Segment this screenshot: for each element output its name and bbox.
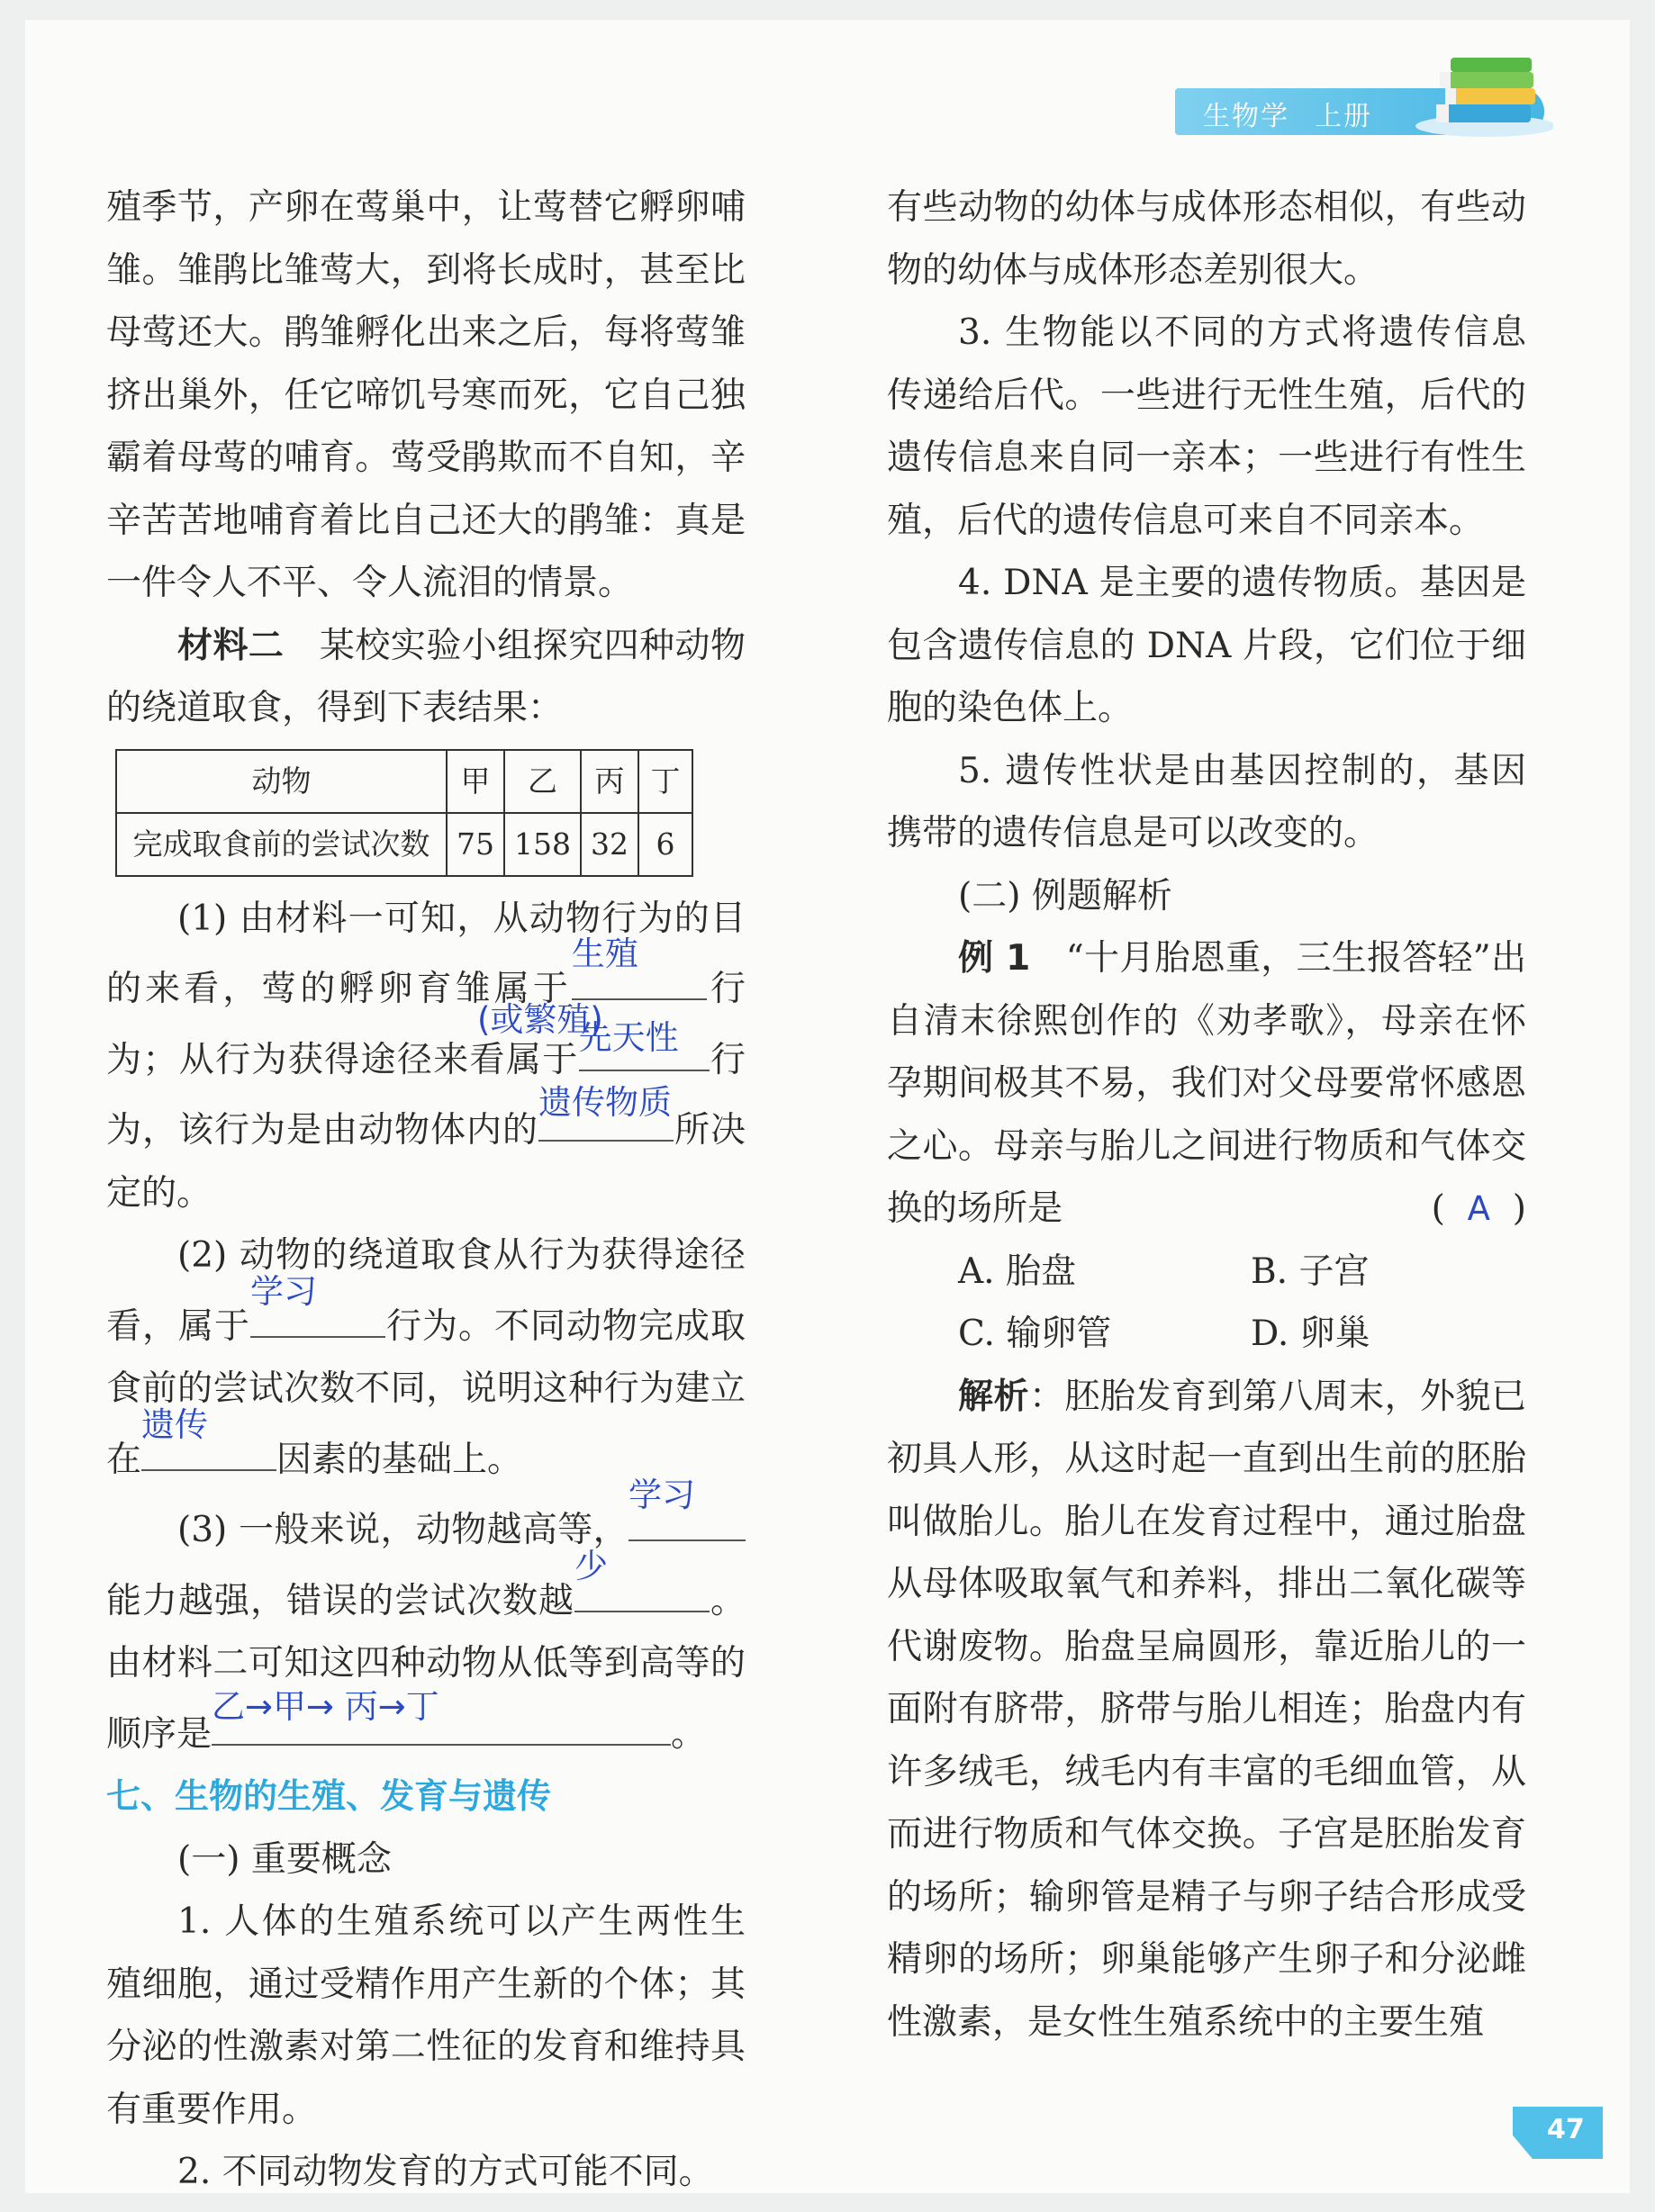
paren-open: (	[1431, 1188, 1445, 1229]
books-icon	[1400, 52, 1553, 142]
option-b: B. 子宫	[1251, 1250, 1370, 1292]
question-2	[106, 1224, 746, 1491]
question-1-text: 所决定的。	[106, 1110, 746, 1214]
concept-2-continued: 有些动物的幼体与成体形态相似，有些动物的幼体与成体形态差别很大。	[887, 187, 1526, 291]
concept-3: 3. 生物能以不同的方式将遗传信息传递给后代。一些进行无性生殖，后代的遗传信息来自同一亲本；一些进行有性生殖，后代的遗传信息可来自不同亲本。	[887, 312, 1526, 541]
left-column	[106, 176, 746, 2204]
question-1-text: 行为；从行为获得途径来看属于	[106, 969, 746, 1080]
answer-blank[interactable]	[250, 1271, 385, 1338]
table-cell: 158	[504, 813, 581, 876]
table-header-cell: 甲	[447, 750, 504, 813]
example-1	[887, 927, 1526, 1241]
section-title: 七、生物的生殖、发育与遗传	[106, 1776, 552, 1816]
table-header-cell: 丁	[638, 750, 692, 813]
answer-text: A	[1467, 1189, 1490, 1228]
answer-blank[interactable]	[141, 1404, 276, 1471]
table-cell: 32	[581, 813, 638, 876]
options-row	[887, 1303, 1526, 1366]
page-number: 47	[1547, 2114, 1585, 2145]
question-1-text: (1) 由材料一可知，从动物行为的目的来看，莺的孵卵育雏属于	[106, 898, 746, 1009]
header-title	[1203, 94, 1397, 133]
question-3-text: (3) 一般来说，动物越高等，	[177, 1510, 629, 1550]
analysis-label: 解析	[958, 1376, 1029, 1417]
subsection-title: (二) 例题解析	[958, 875, 1172, 916]
answer-blank[interactable]	[629, 1476, 746, 1541]
results-table	[115, 749, 693, 877]
table-cell: 6	[638, 813, 692, 876]
answer-blank[interactable]	[574, 1546, 710, 1612]
answer-blank[interactable]	[212, 1686, 671, 1746]
answer-text: 遗传	[141, 1404, 209, 1444]
material2-paragraph	[106, 615, 746, 740]
question-3-text: 能力越强，错误的尝试次数越	[106, 1580, 574, 1621]
table-cell: 完成取食前的尝试次数	[116, 813, 447, 876]
concept-2: 2. 不同动物发育的方式可能不同。	[177, 2152, 714, 2192]
table-cell: 75	[447, 813, 504, 876]
option-a: A. 胎盘	[958, 1250, 1076, 1292]
answer-text-secondary: (或繁殖)	[477, 1000, 603, 1039]
analysis-text: ：胚胎发育到第八周末，外貌已初具人形，从这时起一直到出生前的胚胎叫做胎儿。胎儿在发育过程中，通过胎盘从母体吸取氧气和养料，排出二氧化碳等代谢废物。胎盘呈扁圆形，靠近胎儿的一面附有脐带，脐带与胎儿相连；胎盘内有许多绒毛，绒毛内有丰富的毛细血管，从而进行物质和气体交换。子宫是胚胎发育的场所；输卵管是精子与卵子结合形成受精卵的场所；卵巢能够产生卵子和分泌雌性激素，是女性生殖系统中的主要生殖	[887, 1376, 1526, 2043]
table-row	[116, 750, 692, 813]
answer-text: 乙→甲→ 丙→丁	[212, 1686, 439, 1726]
left-paragraph-1: 殖季节，产卵在莺巢中，让莺替它孵卵哺雏。雏鹃比雏莺大，到将长成时，甚至比母莺还大。鹃雏孵化出来之后，每将莺雏挤出巢外，任它啼饥号寒而死，它自己独霸着母莺的哺育。莺受鹃欺而不自知，辛辛苦苦地哺育着比自己还大的鹃雏：真是一件令人不平、令人流泪的情景。	[106, 187, 746, 603]
option-d: D. 卵巢	[1251, 1314, 1370, 1354]
right-column	[887, 176, 1526, 2054]
material2-text: 某校实验小组探究四种动物的绕道取食，得到下表结果：	[106, 625, 746, 728]
material2-label: 材料二	[177, 625, 285, 666]
concept-4: 4. DNA 是主要的遗传物质。基因是包含遗传信息的 DNA 片段，它们位于细胞的染色体上。	[887, 563, 1526, 728]
subsection-title: (一) 重要概念	[177, 1838, 392, 1880]
table-header-cell: 丙	[581, 750, 638, 813]
question-2-text: (2) 动物的绕道取食从行为获得途径看，属于	[106, 1235, 746, 1347]
answer-text: 遗传物质	[538, 1083, 672, 1122]
question-3	[106, 1476, 746, 1765]
analysis	[887, 1366, 1526, 2054]
answer-text: 少	[574, 1546, 608, 1585]
question-2-text: 行为。不同动物完成取食前的尝试次数不同，说明这种行为建立在	[106, 1305, 746, 1480]
concept-1: 1. 人体的生殖系统可以产生两性生殖细胞，通过受精作用产生新的个体；其分泌的性激素对第二性征的发育和维持具有重要作用。	[106, 1901, 746, 2130]
table-header-cell: 乙	[504, 750, 581, 813]
question-1-text: 行为，该行为是由动物体内的	[106, 1039, 746, 1151]
question-3-text: 。由材料二可知这四种动物从低等到高等的顺序是	[106, 1580, 746, 1755]
question-1	[106, 888, 746, 1225]
answer-text: 先天性	[578, 1017, 679, 1057]
paren-close: )	[1512, 1188, 1526, 1229]
choice-answer	[1361, 1178, 1526, 1241]
example-label: 例 1	[958, 938, 1031, 979]
question-3-text: 。	[671, 1713, 707, 1755]
answer-text: 生殖	[571, 934, 638, 973]
option-c: C. 输卵管	[958, 1314, 1112, 1354]
question-2-text: 因素的基础上。	[276, 1439, 523, 1480]
answer-text: 学习	[250, 1271, 317, 1311]
concept-5: 5. 遗传性状是由基因控制的，基因携带的遗传信息是可以改变的。	[887, 750, 1526, 853]
options-row	[887, 1241, 1526, 1304]
answer-blank[interactable]	[538, 1083, 674, 1142]
volume-label: 上册	[1315, 101, 1372, 132]
subject-label: 生物学	[1203, 101, 1289, 132]
table-row	[116, 813, 692, 876]
example-text: “十月胎恩重，三生报答轻”出自清末徐熙创作的《劝孝歌》，母亲在怀孕期间极其不易，我们对父母要常怀感恩之心。母亲与胎儿之间进行物质和气体交换的场所是	[887, 938, 1526, 1229]
answer-text: 学习	[629, 1476, 695, 1514]
table-header-cell: 动物	[116, 750, 447, 813]
